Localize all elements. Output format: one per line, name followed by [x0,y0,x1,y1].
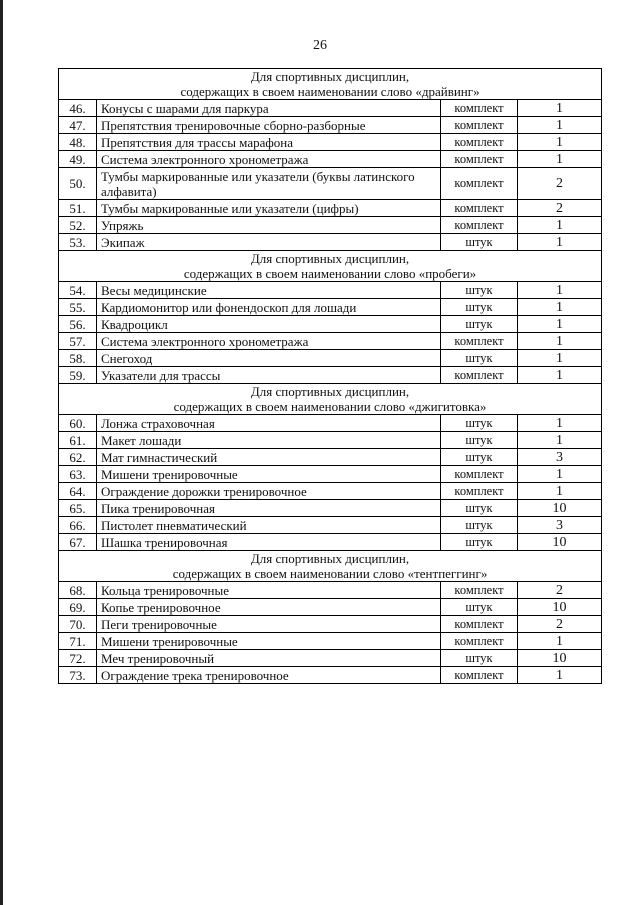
item-name: Тумбы маркированные или указатели (буквы латинского алфавита) [97,168,441,200]
row-number: 67. [59,534,97,551]
item-name: Конусы с шарами для паркура [97,100,441,117]
item-name: Система электронного хронометража [97,151,441,168]
table-row [59,483,602,500]
item-name: Мишени тренировочные [97,633,441,650]
row-number: 57. [59,333,97,350]
section-header-line2: содержащих в своем наименовании слово «тентпеггинг» [172,566,488,581]
item-quantity: 1 [518,367,602,384]
table-row [59,599,602,616]
item-quantity: 3 [518,517,602,534]
item-quantity: 3 [518,449,602,466]
page-number: 26 [313,38,327,53]
table-row [59,350,602,367]
item-unit: комплект [441,483,518,500]
item-name: Препятствия для трассы марафона [97,134,441,151]
table-row [59,117,602,134]
item-unit: комплект [441,134,518,151]
section-header-line1: Для спортивных дисциплин, [250,69,410,84]
table-row [59,234,602,251]
row-number: 53. [59,234,97,251]
row-number: 51. [59,200,97,217]
item-name: Тумбы маркированные или указатели (цифры) [97,200,441,217]
item-quantity: 1 [518,134,602,151]
row-number: 69. [59,599,97,616]
item-unit: комплект [441,200,518,217]
item-name: Копье тренировочное [97,599,441,616]
section-header [59,251,602,282]
item-name: Ограждение дорожки тренировочное [97,483,441,500]
item-quantity: 1 [518,415,602,432]
item-name: Меч тренировочный [97,650,441,667]
item-quantity: 1 [518,282,602,299]
item-unit: штук [441,415,518,432]
item-quantity: 2 [518,616,602,633]
row-number: 48. [59,134,97,151]
item-name: Указатели для трассы [97,367,441,384]
table-row [59,667,602,684]
section-header-line2: содержащих в своем наименовании слово «драйвинг» [180,84,480,99]
item-unit: штук [441,282,518,299]
item-quantity: 10 [518,500,602,517]
item-name: Пика тренировочная [97,500,441,517]
section-header-row [59,551,602,582]
item-quantity: 1 [518,299,602,316]
item-quantity: 1 [518,333,602,350]
item-quantity: 1 [518,217,602,234]
row-number: 70. [59,616,97,633]
table-row [59,282,602,299]
item-unit: комплект [441,168,518,200]
section-header [59,384,602,415]
row-number: 65. [59,500,97,517]
row-number: 73. [59,667,97,684]
item-name: Снегоход [97,350,441,367]
table-row [59,650,602,667]
item-unit: комплект [441,367,518,384]
item-name: Препятствия тренировочные сборно-разборные [97,117,441,134]
item-name: Весы медицинские [97,282,441,299]
row-number: 64. [59,483,97,500]
section-header-line1: Для спортивных дисциплин, [250,251,410,266]
table-row [59,500,602,517]
table-row [59,449,602,466]
row-number: 63. [59,466,97,483]
item-name: Экипаж [97,234,441,251]
table-row [59,466,602,483]
row-number: 52. [59,217,97,234]
item-name: Пистолет пневматический [97,517,441,534]
item-unit: комплект [441,616,518,633]
item-unit: комплект [441,217,518,234]
item-name: Мат гимнастический [97,449,441,466]
table-row [59,100,602,117]
section-header-row [59,251,602,282]
row-number: 68. [59,582,97,599]
table-row [59,517,602,534]
table-row [59,316,602,333]
item-quantity: 1 [518,667,602,684]
row-number: 46. [59,100,97,117]
item-quantity: 1 [518,151,602,168]
item-unit: штук [441,316,518,333]
table-row [59,200,602,217]
row-number: 54. [59,282,97,299]
row-number: 66. [59,517,97,534]
item-unit: комплект [441,333,518,350]
item-unit: штук [441,517,518,534]
table-row [59,415,602,432]
item-name: Кольца тренировочные [97,582,441,599]
row-number: 49. [59,151,97,168]
item-quantity: 1 [518,100,602,117]
item-name: Мишени тренировочные [97,466,441,483]
item-name: Макет лошади [97,432,441,449]
section-header-line1: Для спортивных дисциплин, [250,384,410,399]
item-unit: комплект [441,667,518,684]
row-number: 55. [59,299,97,316]
item-unit: комплект [441,466,518,483]
item-quantity: 1 [518,316,602,333]
row-number: 61. [59,432,97,449]
section-header [59,551,602,582]
item-quantity: 10 [518,650,602,667]
section-header-row [59,384,602,415]
item-quantity: 10 [518,534,602,551]
row-number: 47. [59,117,97,134]
item-unit: штук [441,500,518,517]
item-quantity: 1 [518,483,602,500]
item-quantity: 1 [518,432,602,449]
table-row [59,582,602,599]
table-row [59,217,602,234]
equipment-table [58,68,602,684]
item-unit: комплект [441,633,518,650]
row-number: 56. [59,316,97,333]
table-row [59,151,602,168]
row-number: 58. [59,350,97,367]
item-unit: штук [441,350,518,367]
item-unit: штук [441,234,518,251]
row-number: 62. [59,449,97,466]
section-header [59,69,602,100]
item-name: Шашка тренировочная [97,534,441,551]
item-unit: штук [441,599,518,616]
table-row [59,616,602,633]
table-row [59,168,602,200]
item-quantity: 1 [518,117,602,134]
row-number: 59. [59,367,97,384]
scan-edge [0,0,3,905]
item-unit: штук [441,534,518,551]
table-row [59,432,602,449]
section-header-row [59,69,602,100]
section-header-line2: содержащих в своем наименовании слово «пробеги» [183,266,477,281]
equipment-table-body [59,69,602,684]
table-row [59,367,602,384]
item-name: Упряжь [97,217,441,234]
item-name: Ограждение трека тренировочное [97,667,441,684]
item-unit: комплект [441,117,518,134]
item-name: Квадроцикл [97,316,441,333]
item-unit: штук [441,449,518,466]
item-name: Кардиомонитор или фонендоскоп для лошади [97,299,441,316]
item-name: Лонжа страховочная [97,415,441,432]
row-number: 71. [59,633,97,650]
item-unit: штук [441,432,518,449]
row-number: 50. [59,168,97,200]
item-unit: штук [441,299,518,316]
section-header-line2: содержащих в своем наименовании слово «джигитовка» [173,399,487,414]
item-unit: комплект [441,100,518,117]
table-row [59,299,602,316]
item-quantity: 2 [518,168,602,200]
row-number: 60. [59,415,97,432]
table-row [59,333,602,350]
item-quantity: 10 [518,599,602,616]
item-name: Пеги тренировочные [97,616,441,633]
section-header-line1: Для спортивных дисциплин, [250,551,410,566]
table-row [59,633,602,650]
item-quantity: 1 [518,234,602,251]
item-quantity: 2 [518,582,602,599]
item-unit: штук [441,650,518,667]
row-number: 72. [59,650,97,667]
table-row [59,134,602,151]
item-unit: комплект [441,582,518,599]
item-quantity: 2 [518,200,602,217]
item-unit: комплект [441,151,518,168]
table-row [59,534,602,551]
item-quantity: 1 [518,633,602,650]
item-name: Система электронного хронометража [97,333,441,350]
item-quantity: 1 [518,466,602,483]
item-quantity: 1 [518,350,602,367]
